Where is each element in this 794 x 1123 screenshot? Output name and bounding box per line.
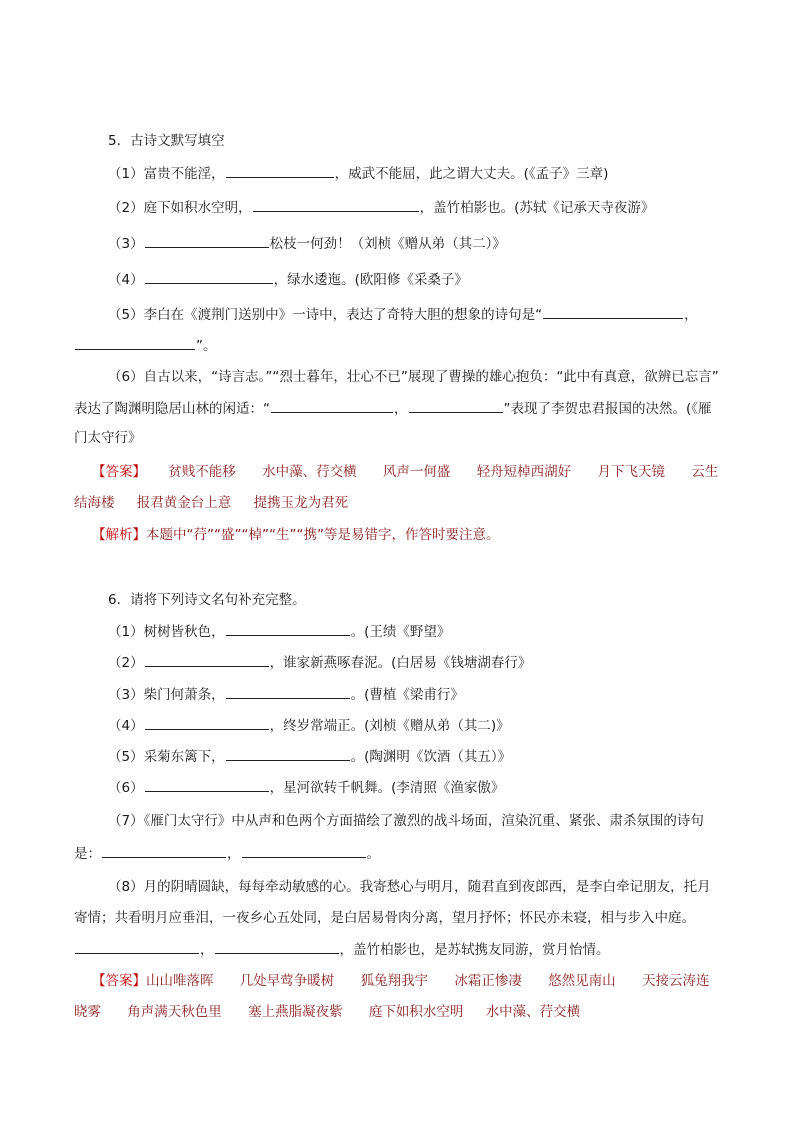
answer-item: 几处早莺争暖树 (239, 973, 335, 989)
answer-blank[interactable] (215, 939, 339, 954)
analysis-text: 本题中“荇”“盛”“棹”“生”“携”等是易错字，作答时要注意。 (146, 527, 500, 543)
q6-item-4-suffix: ，终岁常端正。(刘桢《赠从弟（其二)》 (269, 718, 510, 734)
answer-blank[interactable] (145, 715, 269, 730)
answer-item: 塞上燕脂凝夜紫 (248, 1004, 343, 1020)
q6-item-1-suffix: 。(王绩《野望》 (350, 624, 451, 640)
answer-blank[interactable] (145, 269, 273, 284)
answer-blank[interactable] (271, 398, 393, 413)
answer-item: 狐兔翔我宇 (360, 973, 429, 989)
q5-item-2-suffix: ，盖竹柏影也。(苏轼《记承天寺夜游》 (419, 200, 655, 216)
q6-item-8: （8）月的阴晴圆缺，每每牵动敏感的心。我寄愁心与明月，随君直到夜郎西，是李白牵记朋友，托月 (108, 879, 711, 895)
answer-item: 冰霜正惨凄 (454, 973, 522, 989)
answer-item: 结海楼 (74, 495, 115, 511)
answer-tag: 【答案】 (92, 973, 146, 989)
q5-analysis (92, 525, 499, 545)
q5-item-6-tail: ”表现了李贺忠君报国的决然。(《雁 (503, 401, 712, 417)
analysis-tag: 【解析】 (92, 527, 146, 543)
q6-item-7-end: 。 (366, 846, 380, 862)
answer-item: 月下飞天镜 (597, 464, 665, 480)
q6-item-8-blanks (74, 939, 610, 960)
q6-item-8-cont: 寄情；共看明月应垂泪，一夜乡心五处同，是白居易骨肉分离，望月抒怀；怀民亦未寝，相与步入中庭。 (74, 910, 695, 926)
answer-item: 天接云涛连 (641, 973, 710, 989)
q5-item-6: （6）自古以来，“诗言志。”“烈士暮年，壮心不已”展现了曹操的雄心抱负：“此中有真意，欲辨已忘言” (108, 369, 719, 385)
q6-answer-line-1 (92, 971, 709, 991)
q5-item-5-text: （5）李白在《渡荆门送别中》一诗中，表达了奇特大胆的想象的诗句是“ (108, 307, 543, 323)
q5-item-1-prefix: （1）富贵不能淫， (108, 166, 225, 182)
answer-item: 风声一何盛 (382, 464, 451, 480)
answer-item: 提携玉龙为君死 (253, 495, 349, 511)
answer-blank[interactable] (253, 197, 419, 212)
q5-item-5 (108, 304, 698, 325)
q5-item-3-suffix: 松枝一何劲！（刘桢《赠从弟（其二）》 (269, 236, 506, 252)
q6-item-8-tail: ，盖竹柏影也，是苏轼携友同游，赏月怡情。 (339, 942, 610, 958)
q6-item-2-prefix: （2） (108, 655, 144, 671)
answer-blank[interactable] (226, 163, 334, 178)
answer-item: 角声满天秋色里 (127, 1004, 222, 1020)
answer-tag: 【答案】 (92, 464, 146, 480)
q5-item-1-suffix: ，威武不能屈，此之谓大丈夫。(《孟子》三章) (334, 166, 609, 182)
q6-title: 6．请将下列诗文名句补充完整。 (108, 592, 306, 608)
q6-item-1-prefix: （1）树树皆秋色， (108, 624, 225, 640)
q6-item-7-comma: ， (227, 846, 241, 862)
q6-item-7: （7）《雁门太守行》中从声和色两个方面描绘了激烈的战斗场面，渲染沉重、紧张、肃杀氛围的诗句 (108, 813, 704, 829)
q6-item-3 (108, 684, 464, 705)
q6-item-5-prefix: （5）采菊东篱下， (108, 749, 225, 765)
q6-item-5 (108, 746, 511, 767)
answer-item: 轻舟短棹西湖好 (476, 464, 572, 480)
answer-blank[interactable] (226, 746, 350, 761)
q6-item-6-suffix: ，星河欲转千帆舞。(李清照《渔家傲》 (269, 780, 505, 796)
q6-item-2-suffix: ，谁家新燕啄春泥。(白居易《钱塘湖春行》 (269, 655, 532, 671)
answer-item: 贫贱不能移 (168, 464, 236, 480)
answer-blank[interactable] (145, 777, 269, 792)
answer-blank[interactable] (409, 398, 503, 413)
q5-item-1 (108, 163, 608, 184)
q5-item-6-text: 表达了陶渊明隐居山林的闲适：“ (74, 401, 270, 417)
q6-item-7-prefix: 是： (74, 846, 101, 862)
q5-item-5-comma: ， (684, 307, 698, 323)
answer-item: 水中藻、荇交横 (262, 464, 357, 480)
answer-item: 云生 (691, 464, 719, 480)
answer-blank[interactable] (226, 684, 350, 699)
q5-item-3 (108, 233, 506, 254)
q5-item-2-prefix: （2）庭下如积水空明， (108, 200, 252, 216)
answer-blank[interactable] (145, 233, 269, 248)
q5-item-4 (108, 269, 468, 290)
q5-item-4-prefix: （4） (108, 272, 144, 288)
answer-blank[interactable] (543, 304, 683, 319)
q6-item-6 (108, 777, 504, 798)
q5-item-6-end: 门太守行》 (74, 430, 142, 446)
q5-item-5-end: ”。 (196, 338, 217, 354)
answer-blank[interactable] (75, 939, 199, 954)
q5-item-2 (108, 197, 654, 218)
q6-item-4-prefix: （4） (108, 718, 144, 734)
answer-blank[interactable] (145, 652, 269, 667)
answer-item: 庭下如积水空明 (368, 1004, 464, 1020)
q6-item-2 (108, 652, 531, 673)
answer-item: 报君黄金台上意 (136, 495, 232, 511)
answer-item: 悠然见南山 (548, 973, 616, 989)
q5-item-4-suffix: ，绿水逶迤。(欧阳修《采桑子》 (273, 272, 468, 288)
q5-item-6-comma: ， (394, 401, 408, 417)
answer-item: 山山唯落晖 (146, 973, 214, 989)
answer-item: 水中藻、荇交横 (485, 1004, 581, 1020)
answer-blank[interactable] (75, 335, 195, 350)
answer-blank[interactable] (226, 621, 350, 636)
q6-answer-line-2 (74, 1002, 580, 1022)
q6-item-3-prefix: （3）柴门何萧条， (108, 687, 225, 703)
answer-blank[interactable] (242, 843, 366, 858)
q6-item-7-cont (74, 843, 380, 864)
answer-item: 晓雾 (74, 1004, 101, 1020)
q6-item-5-suffix: 。(陶渊明《饮酒（其五）》 (350, 749, 512, 765)
q6-item-3-suffix: 。(曹植《梁甫行》 (350, 687, 464, 703)
q5-item-6-cont (74, 398, 712, 419)
q6-item-4 (108, 715, 510, 736)
q5-item-3-prefix: （3） (108, 236, 144, 252)
answer-blank[interactable] (102, 843, 226, 858)
q6-item-8-comma: ， (200, 942, 214, 958)
q5-title: 5．古诗文默写填空 (108, 133, 225, 149)
q6-item-6-prefix: （6） (108, 780, 144, 796)
q5-item-5-cont (74, 335, 217, 356)
q6-item-1 (108, 621, 450, 642)
q5-answer-line-1 (92, 462, 718, 482)
q5-answer-line-2 (74, 493, 348, 513)
